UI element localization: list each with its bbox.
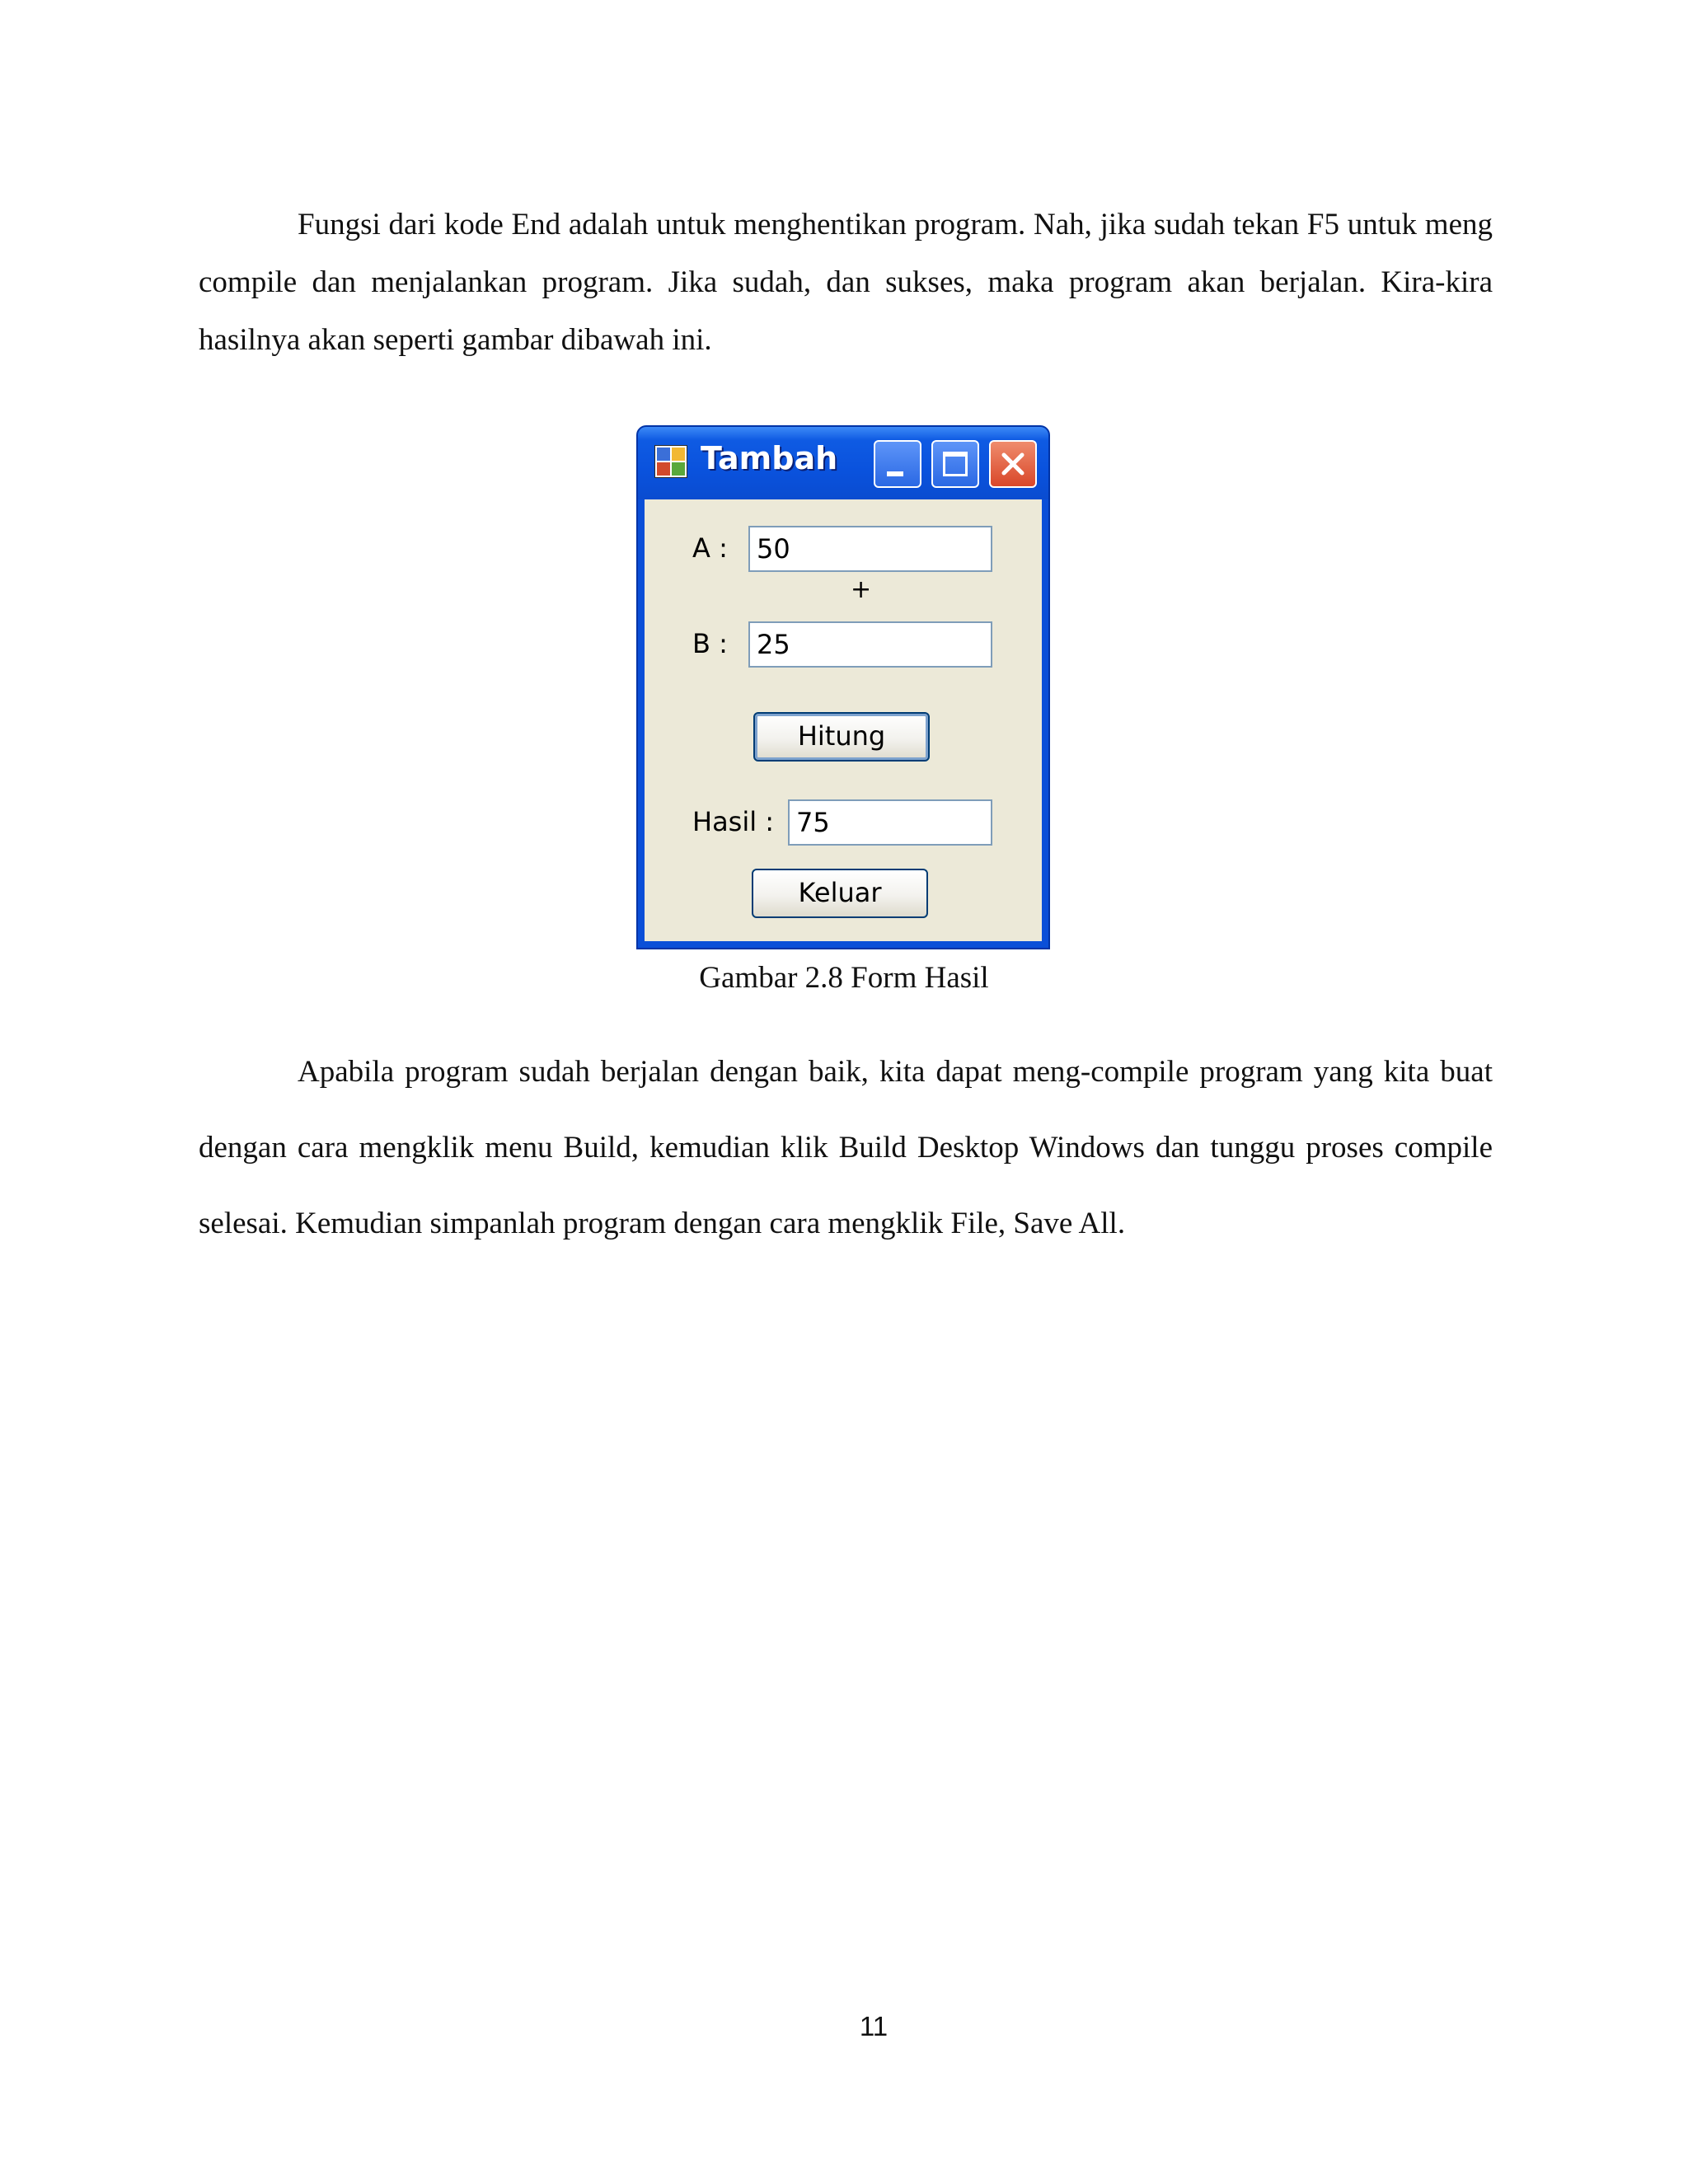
- body-paragraph-1: [199, 196, 1493, 369]
- plus-operator: +: [851, 575, 872, 604]
- paragraph-1-text: Fungsi dari kode End adalah untuk menghentikan program. Nah, jika sudah tekan F5 untuk meng compile dan menjalankan program. Jika sudah, dan sukses, maka program akan berjalan. Kira-kira hasilnya akan seperti gambar dibawah ini.: [199, 208, 1493, 357]
- page-number: 11: [859, 2011, 889, 2041]
- label-hasil: Hasil :: [692, 806, 775, 837]
- figure-tambah-window: [636, 425, 1050, 949]
- form-app-icon: [654, 445, 687, 478]
- minimize-icon: [887, 471, 903, 476]
- input-b[interactable]: 25: [748, 621, 992, 668]
- keluar-button[interactable]: Keluar: [752, 869, 928, 918]
- close-button[interactable]: [989, 440, 1037, 488]
- output-hasil[interactable]: 75: [788, 799, 992, 846]
- window-client-area: [645, 499, 1042, 941]
- paragraph-2-text: Apabila program sudah berjalan dengan baik, kita dapat meng-compile program yang kita buat dengan cara mengklik menu Build, kemudian klik Build Desktop Windows dan tunggu proses compile selesai. Kemudian simpanlah program dengan cara mengklik File, Save All.: [199, 1055, 1493, 1240]
- label-a: A :: [692, 532, 728, 564]
- input-a[interactable]: 50: [748, 526, 992, 572]
- window-titlebar[interactable]: [638, 427, 1048, 499]
- close-icon: [998, 449, 1028, 479]
- body-paragraph-2: [199, 1034, 1493, 1262]
- figure-caption: Gambar 2.8 Form Hasil: [699, 961, 989, 995]
- window-title: Tambah: [701, 440, 838, 476]
- minimize-button[interactable]: [874, 440, 921, 488]
- maximize-button[interactable]: [931, 440, 979, 488]
- hitung-button[interactable]: Hitung: [753, 712, 930, 762]
- label-b: B :: [692, 628, 728, 659]
- maximize-icon: [943, 452, 968, 476]
